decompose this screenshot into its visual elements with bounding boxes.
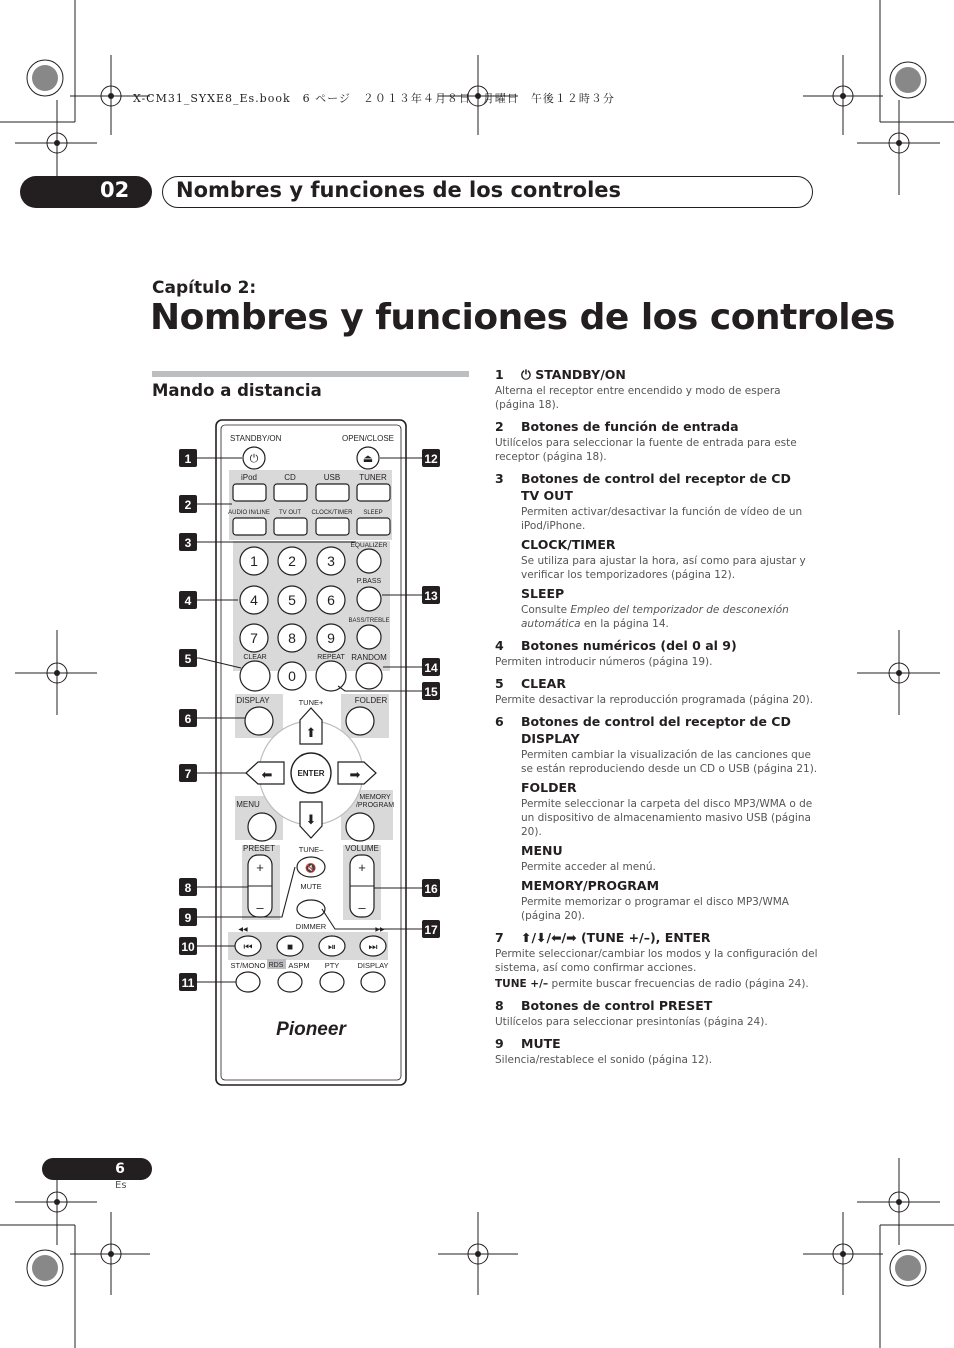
callout-number-9: 9 [184, 911, 192, 925]
callout-number-17: 17 [424, 923, 438, 937]
label-menu: MENU [236, 800, 260, 809]
digit-label: 9 [327, 630, 335, 646]
callout-number-13: 13 [424, 589, 438, 603]
callout-number-10: 10 [181, 940, 195, 954]
list-item-standby [495, 366, 820, 412]
label-st-mono: ST/MONO [230, 961, 266, 970]
callout-number-15: 15 [424, 685, 438, 699]
function-list [495, 366, 820, 1073]
item-title: CLEAR [521, 676, 566, 691]
display-button [245, 707, 273, 735]
item-number: 8 [495, 998, 504, 1013]
section-rule [152, 371, 469, 377]
power-icon: ⏻ [249, 453, 259, 465]
preset-minus-label: – [256, 900, 264, 915]
label-random: RANDOM [351, 653, 387, 662]
right-arrow-icon: ➡ [349, 767, 361, 782]
subitem-title: SLEEP [521, 586, 565, 601]
folder-button [346, 707, 374, 735]
label-volume: VOLUME [345, 844, 379, 853]
label-clear: CLEAR [243, 654, 267, 661]
digit-label: 6 [327, 592, 335, 608]
random-button [356, 663, 382, 689]
subitem-description: Permiten activar/desactivar la función de vídeo de un iPod/iPhone. [521, 506, 803, 532]
label-tune-minus: TUNE– [298, 845, 324, 854]
eject-icon: ⏏ [362, 453, 374, 465]
digit-label: 0 [288, 668, 296, 684]
transport-icon-2: ⏯ [328, 942, 336, 953]
dimmer-button [297, 900, 325, 918]
label-aspm: ASPM [288, 961, 310, 970]
label-folder: FOLDER [354, 696, 388, 705]
digit-label: 3 [327, 553, 335, 569]
memory-program-button [346, 813, 374, 841]
menu-button [248, 813, 276, 841]
volume-plus-label: + [358, 860, 366, 875]
item-title: Botones numéricos (del 0 al 9) [521, 638, 737, 653]
chapter-label: Capítulo 2: [152, 278, 257, 298]
tuner-button [357, 484, 390, 501]
preset-plus-label: + [256, 860, 264, 875]
transport-icon-3: ⏭ [368, 942, 378, 953]
usb-button [316, 484, 349, 501]
item-title: Botones de control PRESET [521, 998, 713, 1013]
label-preset: PRESET [242, 844, 276, 853]
audio_in-button [233, 518, 266, 535]
label-program: /PROGRAM [355, 802, 395, 809]
transport-icon-1: ■ [286, 942, 294, 953]
callout-number-11: 11 [181, 976, 195, 990]
clock_timer-button [316, 518, 349, 535]
item-number: 4 [495, 638, 504, 653]
remote-control-diagram [170, 415, 450, 1095]
label-tuner: TUNER [359, 473, 387, 482]
callout-number-6: 6 [184, 712, 192, 726]
digit-label: 2 [288, 553, 296, 569]
label-ipod: iPod [240, 473, 258, 482]
pbass-button [357, 587, 381, 611]
item-description: Silencia/restablece el sonido (página 12). [495, 1054, 713, 1066]
label-cd: CD [284, 473, 296, 482]
callout-number-7: 7 [184, 767, 192, 781]
subitem-title: CLOCK/TIMER [521, 537, 616, 552]
pioneer-logo: Pioneer [276, 1019, 346, 1040]
item-title: Botones de función de entrada [521, 419, 739, 434]
callout-number-14: 14 [424, 661, 438, 675]
subitem-description: Se utiliza para ajustar la hora, así como para ajustar y verificar los temporizadores (página 12). [521, 555, 806, 581]
item-description: Permiten introducir números (página 19). [495, 656, 713, 668]
subitem-description: Permite seleccionar la carpeta del disco MP3/WMA o de un dispositivo de almacenamiento masivo USB (página 20). [521, 798, 813, 838]
page-language: Es [115, 1180, 127, 1191]
label-open-close: OPEN/CLOSE [341, 434, 395, 443]
list-item-arrows-enter [495, 929, 820, 991]
label-audio_in: AUDIO IN/LINE [228, 510, 270, 516]
label-standby: STANDBY/ON [230, 434, 282, 443]
digit-label: 5 [288, 592, 296, 608]
chapter-bar-title: Nombres y funciones de los controles [176, 178, 622, 202]
subitem-title: MEMORY/PROGRAM [521, 878, 660, 893]
mute-icon: 🔇 [305, 863, 317, 873]
label-repeat: REPEAT [317, 654, 345, 661]
subitem-description: Permite memorizar o programar el disco MP3/WMA (página 20). [521, 896, 789, 922]
callout-number-1: 1 [184, 452, 192, 466]
callout-number-4: 4 [184, 594, 192, 608]
label-rds: RDS [268, 962, 284, 969]
subitem-title: FOLDER [521, 780, 577, 795]
item-description: Utilícelos para seleccionar la fuente de entrada para este receptor (página 18). [495, 437, 797, 463]
item-note: TUNE +/– permite buscar frecuencias de radio (página 24). [495, 978, 809, 990]
bass-treble-button [357, 625, 381, 649]
label-dimmer: DIMMER [295, 922, 327, 931]
label-pbass: P.BASS [356, 578, 382, 585]
digit-label: 8 [288, 630, 296, 646]
label-pty: PTY [324, 961, 340, 970]
item-number: 5 [495, 676, 504, 691]
bottom-button-0 [236, 972, 260, 992]
item-title: ⏻ STANDBY/ON [521, 367, 626, 382]
list-item-clear [495, 675, 820, 707]
cd-button [274, 484, 307, 501]
label-display: DISPLAY [236, 696, 270, 705]
rewind-icon: ◀◀ [238, 927, 248, 933]
callout-number-8: 8 [184, 881, 192, 895]
subitem-description: Permiten cambiar la visualización de las canciones que se están reproduciendo desde un CD o USB (página 21). [521, 749, 818, 775]
callout-number-2: 2 [184, 498, 192, 512]
sleep-button [357, 518, 390, 535]
item-title: ⬆/⬇/⬅/➡ (TUNE +/–), ENTER [521, 930, 711, 945]
subitem-title: TV OUT [521, 488, 573, 503]
list-item-input-buttons [495, 418, 820, 464]
item-number: 2 [495, 419, 504, 434]
page-title: Nombres y funciones de los controles [150, 297, 895, 338]
tv_out-button [274, 518, 307, 535]
callout-number-16: 16 [424, 882, 438, 896]
item-number: 1 [495, 367, 504, 382]
item-number: 3 [495, 471, 504, 486]
label-display-2: DISPLAY [357, 961, 389, 970]
label-clock_timer: CLOCK/TIMER [311, 510, 353, 516]
fast-forward-icon: ▶▶ [375, 927, 385, 933]
up-arrow-icon: ⬆ [305, 725, 317, 740]
item-title: Botones de control del receptor de CD [521, 471, 791, 486]
callout-number-3: 3 [184, 536, 192, 550]
item-description: Alterna el receptor entre encendido y modo de espera (página 18). [495, 385, 781, 411]
bottom-button-3 [361, 972, 385, 992]
item-number: 9 [495, 1036, 504, 1051]
label-equalizer: EQUALIZER [350, 542, 388, 549]
item-title: MUTE [521, 1036, 561, 1051]
repeat-button [316, 661, 346, 691]
equalizer-button [357, 549, 381, 573]
volume-minus-label: – [358, 900, 366, 915]
list-item-cd-controls [495, 470, 820, 631]
label-mute: MUTE [300, 882, 322, 891]
subitem-description: Permite acceder al menú. [521, 861, 656, 873]
label-tv_out: TV OUT [279, 510, 301, 516]
label-usb: USB [323, 473, 341, 482]
clear-button [240, 661, 270, 691]
file-info-line: X-CM31_SYXE8_Es.book 6 ページ ２０１３年４月８日 月曜日 午後１２時３分 [133, 92, 615, 105]
label-memory: MEMORY [359, 794, 391, 801]
down-arrow-icon: ⬇ [305, 812, 317, 827]
item-title: Botones de control del receptor de CD [521, 714, 791, 729]
digit-label: 4 [250, 592, 258, 608]
item-description: Permite desactivar la reproducción programada (página 20). [495, 694, 814, 706]
list-item-mute [495, 1035, 820, 1067]
section-title: Mando a distancia [152, 381, 322, 400]
item-number: 7 [495, 930, 504, 945]
label-bass-treble: BASS/TREBLE [348, 618, 390, 624]
label-tune-plus: TUNE+ [298, 698, 324, 707]
transport-icon-0: ⏮ [243, 942, 253, 953]
digit-label: 1 [250, 553, 258, 569]
callout-number-12: 12 [424, 452, 438, 466]
list-item-cd-controls-2 [495, 713, 820, 923]
item-description: Permite seleccionar/cambiar los modos y la configuración del sistema, así como confirmar acciones. [495, 948, 818, 974]
subitem-title: MENU [521, 843, 563, 858]
cross-reference: Empleo del temporizador de desconexión automática [521, 604, 789, 630]
item-number: 6 [495, 714, 504, 729]
bottom-button-2 [320, 972, 344, 992]
ipod-button [233, 484, 266, 501]
digit-label: 7 [250, 630, 258, 646]
left-arrow-icon: ⬅ [261, 767, 273, 782]
bottom-button-1 [278, 972, 302, 992]
list-item-preset [495, 997, 820, 1029]
item-description: Utilícelos para seleccionar presintonías (página 24). [495, 1016, 768, 1028]
page-number: 6 [115, 1161, 125, 1177]
callout-number-5: 5 [184, 652, 192, 666]
label-enter: ENTER [297, 769, 325, 778]
list-item-number-buttons [495, 637, 820, 669]
label-sleep: SLEEP [363, 510, 383, 516]
subitem-title: DISPLAY [521, 731, 580, 746]
chapter-number: 02 [100, 178, 130, 202]
subitem-description: Consulte Empleo del temporizador de desconexión automática en la página 14. [521, 604, 789, 630]
